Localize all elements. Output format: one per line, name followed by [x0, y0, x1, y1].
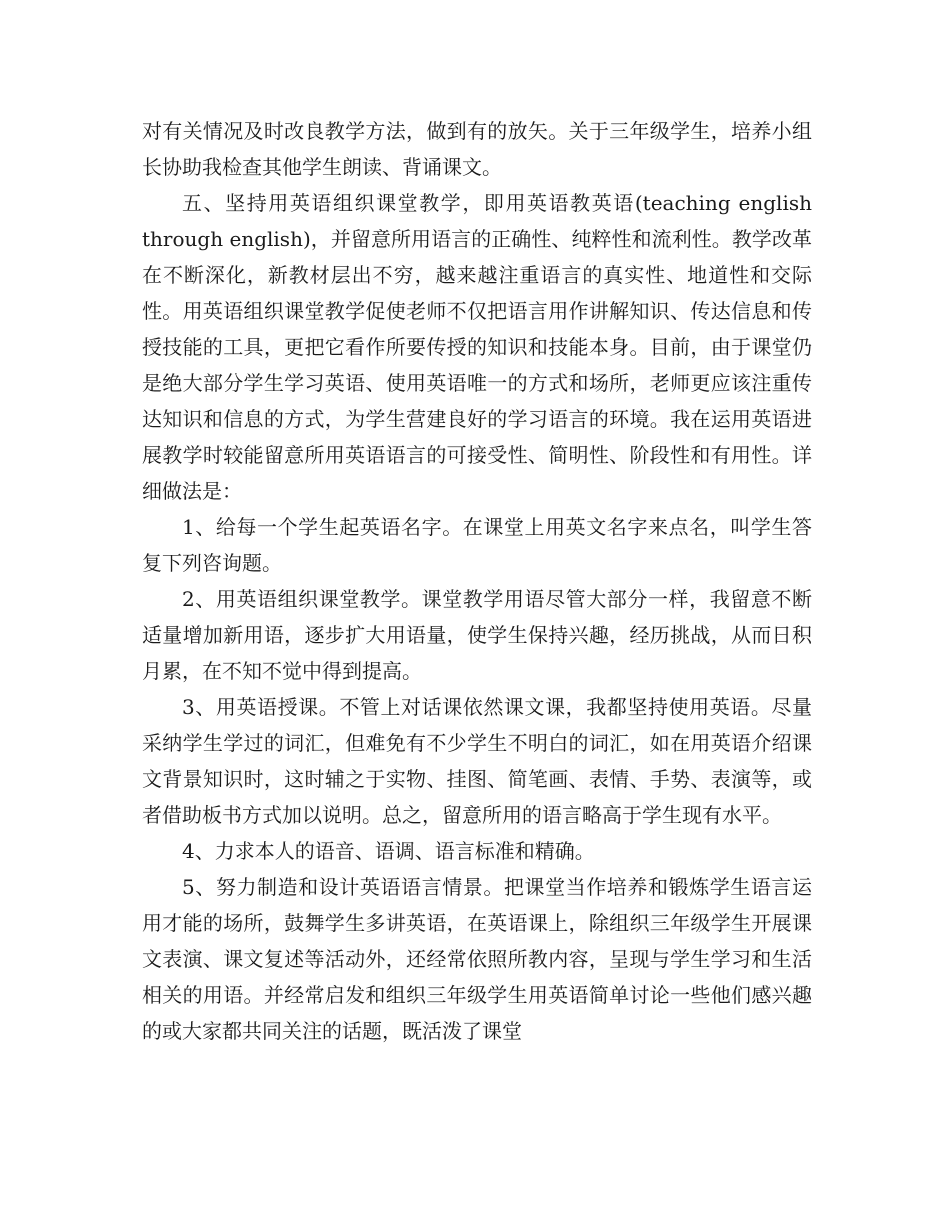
list-item-3: 3、用英语授课。不管上对话课依然课文课，我都坚持使用英语。尽量采纳学生学过的词汇，但难免有不少学生不明白的词汇，如在用英语介绍课文背景知识时，这时辅之于实物、挂图、简笔画、表情、手势、表演等，或者借助板书方式加以说明。总之，留意所用的语言略高于学生现有水平。	[142, 695, 812, 827]
list-item-4: 4、力求本人的语音、语调、语言标准和精确。	[182, 839, 595, 863]
body-text	[142, 113, 812, 1049]
paragraph-section-five: 五、坚持用英语组织课堂教学，即用英语教英语(teaching english through english)，并留意所用语言的正确性、纯粹性和流利性。教学改革在不断深化，新教材层出不穷，越来越注重语言的真实性、地道性和交际性。用英语组织课堂教学促使老师不仅把语言用作讲解知识、传达信息和传授技能的工具，更把它看作所要传授的知识和技能本身。目前，由于课堂仍是绝大部分学生学习英语、使用英语唯一的方式和场所，老师更应该注重传达知识和信息的方式，为学生营建良好的学习语言的环境。我在运用英语进展教学时较能留意所用英语语言的可接受性、简明性、阶段性和有用性。详细做法是：	[142, 191, 812, 503]
list-item-5: 5、努力制造和设计英语语言情景。把课堂当作培养和锻炼学生语言运用才能的场所，鼓舞学生多讲英语，在英语课上，除组织三年级学生开展课文表演、课文复述等活动外，还经常依照所教内容，呈现与学生学习和生活相关的用语。并经常启发和组织三年级学生用英语简单讨论一些他们感兴趣的或大家都共同关注的话题，既活泼了课堂	[142, 875, 812, 1043]
paragraph-continuation: 对有关情况及时改良教学方法，做到有的放矢。关于三年级学生，培养小组长协助我检查其他学生朗读、背诵课文。	[142, 119, 812, 179]
list-item-2: 2、用英语组织课堂教学。课堂教学用语尽管大部分一样，我留意不断适量增加新用语，逐步扩大用语量，使学生保持兴趣，经历挑战，从而日积月累，在不知不觉中得到提高。	[142, 587, 812, 683]
list-item-1: 1、给每一个学生起英语名字。在课堂上用英文名字来点名，叫学生答复下列咨询题。	[142, 515, 812, 575]
